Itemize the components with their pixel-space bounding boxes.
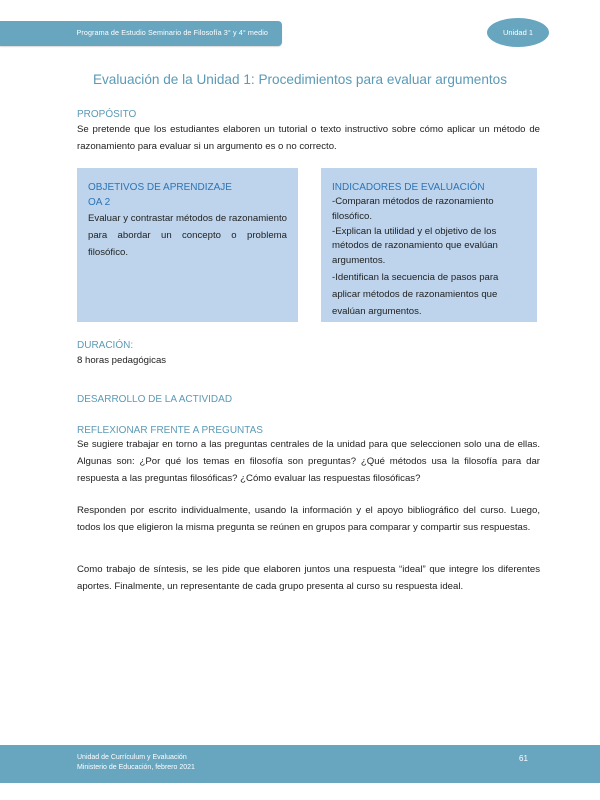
program-title: Programa de Estudio Seminario de Filosofía 3° y 4° medio xyxy=(76,28,268,37)
unit-badge xyxy=(487,18,549,47)
purpose-text: Se pretende que los estudiantes elaboren un tutorial o texto instructivo sobre cómo aplicar un método de razonamiento para evaluar si un argumento es o no correcto. xyxy=(77,124,540,152)
header-program-bar xyxy=(0,21,282,46)
footer-line1: Unidad de Currículum y Evaluación xyxy=(77,754,187,761)
activity-paragraph: Responden por escrito individualmente, usando la información y el apoyo bibliográfico del curso. Luego, todos los que eligieron la misma pregunta se reúnen en grupos para comparar y compartir sus respuestas. xyxy=(77,505,540,533)
unit-badge-label: Unidad 1 xyxy=(502,28,534,37)
indicators-heading: INDICADORES DE EVALUACIÓN xyxy=(332,182,485,193)
duration-heading: DURACIÓN: xyxy=(77,340,134,351)
objectives-heading: OBJETIVOS DE APRENDIZAJE xyxy=(88,182,232,193)
objective-text: Evaluar y contrastar métodos de razonamiento para abordar un concepto o problema filosófico. xyxy=(88,213,287,258)
page-footer xyxy=(0,745,600,783)
objective-code: OA 2 xyxy=(88,197,111,208)
page-number: 61 xyxy=(519,754,528,763)
duration-text: 8 horas pedagógicas xyxy=(77,355,167,366)
activity-subheading: REFLEXIONAR FRENTE A PREGUNTAS xyxy=(77,425,263,436)
footer-line2: Ministerio de Educación, febrero 2021 xyxy=(77,764,195,771)
activity-paragraph: Como trabajo de síntesis, se les pide que elaboren juntos una respuesta “ideal” que integre los diferentes aportes. Finalmente, un representante de cada grupo presenta al curso su respuesta ideal. xyxy=(77,564,540,592)
page-title: Evaluación de la Unidad 1: Procedimientos para evaluar argumentos xyxy=(92,72,508,87)
indicator-item: -Identifican la secuencia de pasos para aplicar métodos de razonamientos que evalúan argumentos. xyxy=(332,271,499,317)
activity-paragraph: Se sugiere trabajar en torno a las preguntas centrales de la unidad para que seleccionen solo una de ellas. Algunas son: ¿Por qué los temas en filosofía son preguntas? ¿Qué métodos usa la filosofía para dar respuesta a las preguntas filosóficas? ¿Cómo evaluar las respuestas filosóficas? xyxy=(77,439,540,484)
indicator-item: -Comparan métodos de razonamiento filosófico. xyxy=(332,196,494,222)
objectives-box xyxy=(77,168,298,322)
indicators-box xyxy=(321,168,537,322)
purpose-heading: PROPÓSITO xyxy=(77,109,137,120)
activity-heading: DESARROLLO DE LA ACTIVIDAD xyxy=(77,394,233,405)
indicator-item: -Explican la utilidad y el objetivo de los métodos de razonamiento que evalúan argumentos. xyxy=(332,225,498,267)
